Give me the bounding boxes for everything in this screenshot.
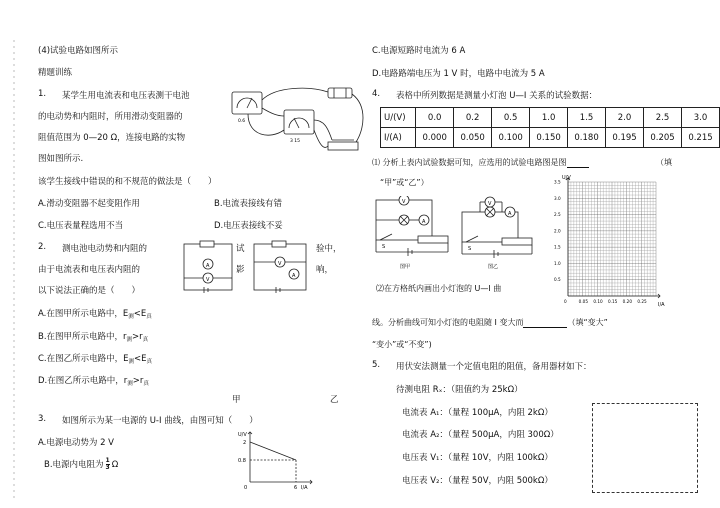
table-cell: 0.2: [454, 108, 492, 128]
fig-jia-caption: 图甲: [400, 264, 411, 270]
q4-part2-line3: “变小”或“不变”): [372, 340, 432, 349]
q5-item-rx: 待测电阻 Rₓ：（阻值约为 25kΩ）: [396, 385, 523, 395]
fig-yi-caption: 图乙: [488, 264, 499, 270]
grid-xtick-label: 0: [564, 299, 567, 304]
rheostat-symbol: [200, 241, 214, 247]
q5-number: 5.: [372, 360, 381, 370]
q1-number: 1.: [38, 89, 47, 99]
grid-ytick-label: 2.5: [554, 212, 561, 218]
q5-item-v2: 电压表 V₂：（量程 50V，内阻 500kΩ）: [402, 476, 553, 486]
circuit-jia-diagram: [372, 196, 454, 270]
table-cell: 0.100: [492, 128, 530, 148]
table-cell: 0.215: [681, 128, 719, 148]
q4-answer-blank-2[interactable]: [523, 318, 567, 328]
grid-xtick-label: 0.15: [608, 299, 618, 304]
q3-graph-ytick-2: 2: [243, 440, 247, 446]
q1-stem: 该学生接线中错误的和不规范的做法是（ ）: [38, 177, 217, 187]
q4-stem: 表格中所列数据是测量小灯泡 U—I 关系的试验数据：: [396, 91, 598, 101]
q2-line2-mid: 影: [236, 265, 245, 275]
q3-graph-ylabel: U/V: [238, 432, 247, 438]
q4-part1: ⑴ 分析上表内试验数据可知，应选用的试验电路图是图: [372, 157, 589, 168]
section-title: 精题训练: [38, 68, 73, 78]
grid-ytick-label: 3.0: [554, 195, 561, 201]
q4-part2-line1: ⑵在方格纸内画出小灯泡的 U—I 曲: [376, 284, 502, 293]
q5-item-v1: 电压表 V₁：（量程 10V，内阻 100kΩ）: [402, 453, 553, 463]
table-row-header: I/(A): [381, 128, 416, 148]
q3-option-b[interactable]: B.电源内电阻为 $\frac{1}{3}$ Ω: [44, 457, 119, 471]
q2-option-d[interactable]: D.在图乙所示电路中，$r_测>r_真$: [38, 376, 149, 387]
grid-xtick-label: 0.25: [637, 299, 647, 304]
q2-line2: 由于电流表和电压表内阻的: [38, 265, 141, 275]
table-cell: 0.050: [454, 128, 492, 148]
grid-paper-chart: [548, 172, 670, 310]
q1-line2: 的电动势和内阻时，所用滑动变阻器的: [38, 112, 183, 122]
q3-number: 3.: [38, 414, 47, 424]
svg-text:A: A: [508, 211, 512, 217]
q4-answer-blank-1[interactable]: [567, 158, 589, 168]
voltmeter-scale-label: 3 15: [290, 139, 301, 144]
q1-line1: 某学生用电流表和电压表测干电池: [62, 91, 190, 101]
switch-symbol: [380, 234, 392, 240]
ui-line: [250, 442, 296, 460]
q4-part1-tail: （填: [656, 158, 672, 167]
q4-part2-line2: 线。分析曲线可知小灯泡的电阻随 I 变大而 （填“变大”: [372, 318, 608, 327]
q2-circuit-jia: [180, 240, 236, 296]
q1-option-c[interactable]: C.电压表量程选用不当: [38, 221, 124, 231]
ammeter-icon: [232, 92, 262, 114]
q3-ui-graph: [228, 428, 318, 490]
grid-xtick-label: 0.20: [622, 299, 632, 304]
table-row-i: [381, 128, 720, 148]
q2-option-b[interactable]: B.在图甲所示电路中，$r_测>r_真$: [38, 332, 149, 343]
rheostat-symbol: [502, 238, 532, 245]
battery-icon: [328, 88, 352, 98]
experiment-heading: (4)试验电路如图所示: [38, 46, 119, 56]
table-cell: 0.180: [568, 128, 606, 148]
q2-line1-mid: 试: [236, 244, 245, 254]
q2-label-jia: 甲: [232, 395, 241, 405]
table-row-u: [381, 108, 720, 128]
grid-xtick-label: 0.05: [578, 299, 588, 304]
q3-graph-origin: 0: [244, 485, 248, 490]
q3-graph-ytick-08: 0.8: [238, 458, 246, 464]
rheostat-symbol: [272, 241, 286, 247]
q5-item-a2: 电流表 A₂：（量程 500μA，内阻 300Ω）: [402, 430, 559, 440]
grid-xtick-label: 0.10: [593, 299, 603, 304]
table-cell: 0.0: [416, 108, 454, 128]
q3-option-a[interactable]: A.电源电动势为 2 V: [38, 438, 114, 448]
switch-symbol: [466, 236, 478, 242]
q2-line1: 测电池电动势和内阻的: [62, 244, 148, 254]
q1-line3: 阻值范围为 0—20 Ω，连接电路的实物: [38, 133, 186, 143]
grid-ytick-label: 1.0: [554, 260, 561, 266]
svg-text:A: A: [206, 263, 210, 269]
q4-number: 4.: [372, 89, 381, 99]
grid-xlabel: I/A: [658, 302, 665, 308]
svg-text:S: S: [382, 244, 386, 250]
voltmeter-icon: [284, 110, 314, 134]
grid-ylabel: U/V: [562, 175, 571, 181]
table-cell: 1.0: [530, 108, 568, 128]
q1-option-d[interactable]: D.电压表接线不妥: [214, 221, 283, 231]
circuit-apparatus-photo: [228, 84, 366, 162]
svg-text:V: V: [488, 201, 492, 207]
circuit-yi-diagram: [458, 196, 540, 270]
table-cell: 0.195: [606, 128, 644, 148]
q2-number: 2.: [38, 242, 47, 252]
table-cell: 0.5: [492, 108, 530, 128]
q5-item-a1: 电流表 A₁：（量程 100μA，内阻 2kΩ）: [402, 408, 553, 418]
table-cell: 0.150: [530, 128, 568, 148]
table-cell: 1.5: [568, 108, 606, 128]
q2-option-c[interactable]: C.在图乙所示电路中，$E_测<E_真$: [38, 354, 153, 365]
svg-text:A: A: [292, 273, 296, 279]
q3-option-d[interactable]: D.电路路端电压为 1 V 时，电路中电流为 5 A: [372, 69, 545, 79]
table-cell: 2.0: [606, 108, 644, 128]
table-row-header: U/(V): [381, 108, 416, 128]
grid-ytick-label: 0.5: [554, 277, 561, 283]
q1-option-b[interactable]: B.电流表接线有错: [214, 199, 283, 209]
q3-graph-xlabel: I/A: [301, 485, 308, 490]
q3-graph-xtick-6: 6: [294, 485, 298, 490]
svg-text:V: V: [206, 277, 210, 283]
q2-line3: 以下说法正确的是（ ）: [38, 286, 141, 296]
q3-option-c[interactable]: C.电源短路时电流为 6 A: [372, 46, 466, 56]
grid-ytick-label: 3.5: [554, 179, 561, 185]
q2-line1-end: 验中，: [316, 244, 342, 254]
svg-text:A: A: [422, 219, 426, 225]
svg-text:S: S: [468, 246, 472, 252]
rheostat-symbol: [418, 236, 448, 243]
q2-option-a[interactable]: A.在图甲所示电路中，$E_测<E_真$: [38, 309, 152, 320]
answer-box[interactable]: [592, 403, 698, 493]
rheostat-icon: [328, 142, 358, 150]
q1-option-a[interactable]: A.滑动变阻器不起变阻作用: [38, 199, 140, 209]
svg-text:V: V: [278, 261, 282, 267]
q4-part1-choice: “甲”或“乙”）: [380, 178, 429, 187]
q2-label-yi: 乙: [330, 395, 339, 405]
grid-ytick-label: 1.5: [554, 244, 561, 250]
table-cell: 3.0: [681, 108, 719, 128]
table-cell: 2.5: [644, 108, 682, 128]
binding-marks: [8, 40, 20, 500]
svg-text:V: V: [402, 199, 406, 205]
ammeter-scale-label: 0.6: [238, 119, 246, 124]
table-cell: 0.205: [644, 128, 682, 148]
q3-stem: 如图所示为某一电源的 U-I 曲线，由图可知（ ）: [62, 416, 258, 426]
q2-circuit-yi: [250, 240, 310, 296]
q1-line4: 图如图所示.: [38, 154, 84, 164]
table-cell: 0.000: [416, 128, 454, 148]
q5-stem: 用伏安法测量一个定值电阻的阻值，备用器材如下：: [396, 362, 592, 372]
q2-line2-end: 响，: [316, 265, 334, 275]
grid-ytick-label: 2.0: [554, 228, 561, 234]
q4-data-table: [380, 107, 720, 148]
